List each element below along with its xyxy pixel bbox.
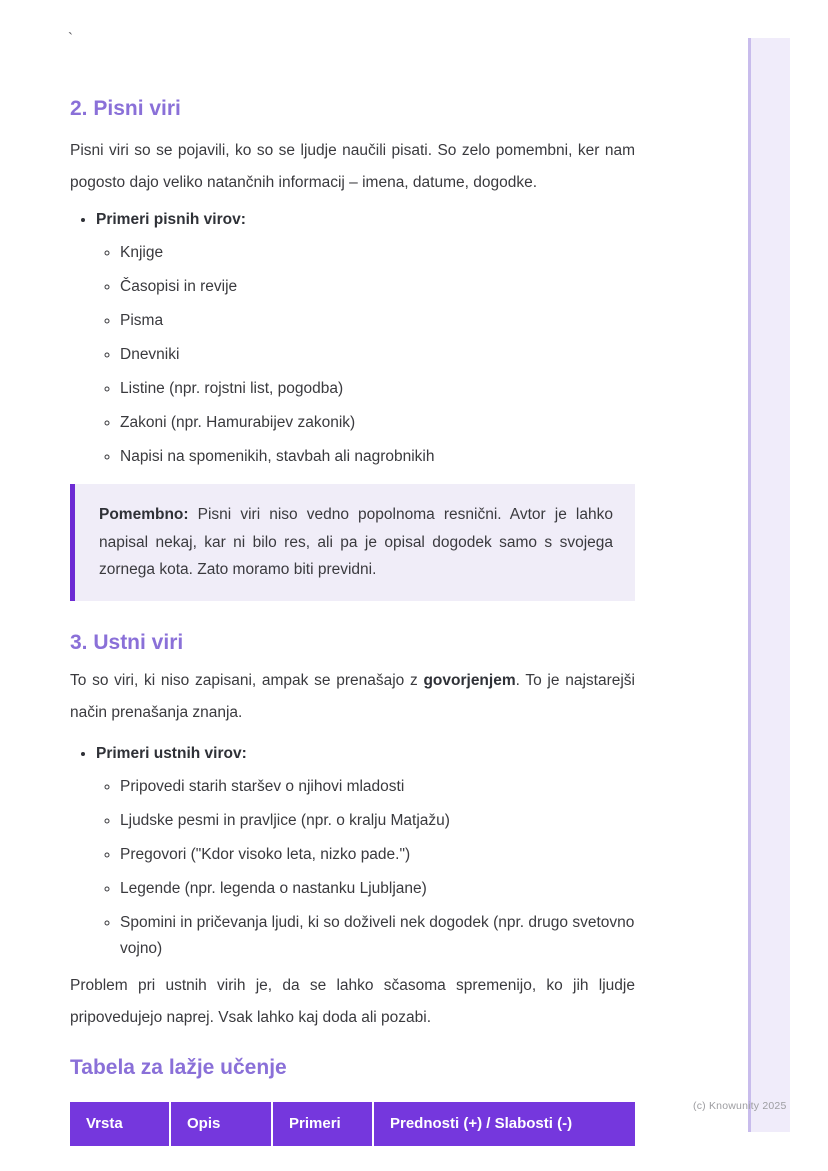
list-item: ◦ Legende (npr. legenda o nastanku Ljubljane) [120, 876, 635, 902]
list-item: ◦ Zakoni (npr. Hamurabijev zakonik) [120, 410, 635, 436]
table-header-opis: Opis [171, 1102, 273, 1146]
important-callout-box [70, 484, 635, 601]
ustni-viri-intro-paragraph [70, 665, 635, 729]
table-header-primeri: Primeri [273, 1102, 374, 1146]
list-item: ◦ Časopisi in revije [120, 274, 635, 300]
table-header-vrsta: Vrsta [70, 1102, 171, 1146]
pisni-viri-sublist [96, 240, 635, 470]
list-title-pisni [96, 207, 635, 470]
stray-backtick-char: ` [68, 30, 73, 47]
section-heading-pisni-viri: 2. Pisni viri [70, 97, 181, 120]
callout-text: Pisni viri niso vedno popolnoma resnični. Avtor je lahko napisal nekaj, kar ni bilo res, ali pa je opisal dogodek samo s svojega zornega kota. Zato moramo biti previdni. [99, 506, 613, 578]
table-header-prednosti-slabosti: Prednosti (+) / Slabosti (-) [374, 1102, 635, 1146]
list-title-ustni [96, 741, 635, 962]
list-item: ◦ Knjige [120, 240, 635, 266]
document-content [70, 0, 635, 1146]
list-item: ◦ Napisi na spomenikih, stavbah ali nagrobnikih [120, 444, 635, 470]
table-header-row [70, 1102, 635, 1146]
ustni-viri-sublist [96, 774, 635, 962]
callout-label: Pomembno: [99, 506, 189, 523]
pisni-viri-list [70, 207, 635, 470]
list-item: ◦ Pripovedi starih staršev o njihovi mladosti [120, 774, 635, 800]
list-item: ◦ Ljudske pesmi in pravljice (npr. o kralju Matjažu) [120, 808, 635, 834]
ustni-viri-problem-paragraph: Problem pri ustnih virih je, da se lahko sčasoma spremenijo, ko jih ljudje pripovedujejo naprej. Vsak lahko kaj doda ali pozabi. [70, 976, 635, 1026]
section-heading-tabela: Tabela za lažje učenje [70, 1055, 287, 1079]
list-item: ◦ Pregovori ("Kdor visoko leta, nizko pade.") [120, 842, 635, 868]
list-title-text: Primeri pisnih virov: [96, 211, 246, 228]
section-heading-ustni-viri: 3. Ustni viri [70, 630, 184, 654]
page-margin-bar [748, 38, 790, 1132]
ustni-viri-list [70, 741, 635, 962]
intro-text-after: . To je najstarejši način prenašanja znanja. [70, 671, 635, 721]
list-title-text: Primeri ustnih virov: [96, 744, 247, 762]
study-table [70, 1102, 635, 1146]
list-item: ◦ Listine (npr. rojstni list, pogodba) [120, 376, 635, 402]
intro-text-before: To so viri, ki niso zapisani, ampak se prenašajo z [70, 671, 424, 689]
intro-bold-word: govorjenjem [423, 671, 516, 689]
list-item: ◦ Spomini in pričevanja ljudi, ki so doživeli nek dogodek (npr. drugo svetovno vojno) [120, 910, 635, 962]
copyright-watermark: (c) Knowunity 2025 [693, 1100, 787, 1112]
list-item: ◦ Pisma [120, 308, 635, 334]
list-item: ◦ Dnevniki [120, 342, 635, 368]
pisni-viri-intro-paragraph: Pisni viri so se pojavili, ko so se ljudje naučili pisati. So zelo pomembni, ker nam pogosto dajo veliko natančnih informacij – imena, datume, dogodke. [70, 142, 635, 191]
